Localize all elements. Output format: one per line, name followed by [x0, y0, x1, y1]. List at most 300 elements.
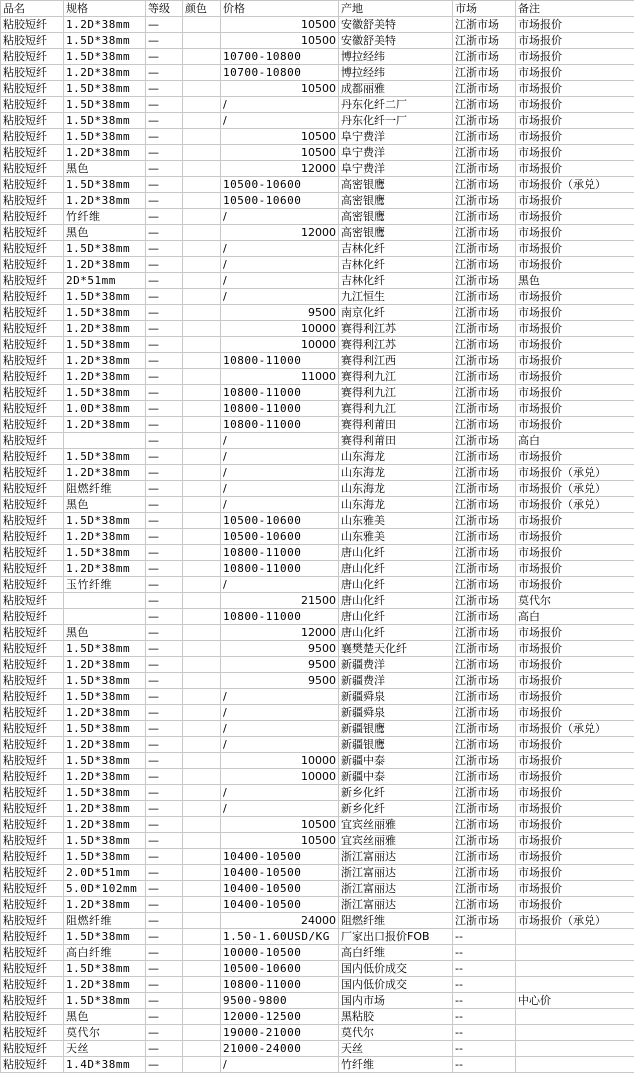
table-row	[1, 1009, 634, 1025]
cell-origin: 新疆中泰	[339, 769, 453, 785]
cell-grade: —	[146, 353, 183, 369]
table-row	[1, 289, 634, 305]
cell-origin: 南京化纤	[339, 305, 453, 321]
cell-product: 粘胶短纤	[1, 465, 64, 481]
cell-product: 粘胶短纤	[1, 321, 64, 337]
cell-market: --	[453, 929, 516, 945]
table-row	[1, 417, 634, 433]
cell-product: 粘胶短纤	[1, 1025, 64, 1041]
cell-origin: 浙江富丽达	[339, 865, 453, 881]
cell-price: 10700-10800	[221, 49, 339, 65]
table-row	[1, 145, 634, 161]
cell-color	[183, 33, 221, 49]
cell-spec: 1.5D*38mm	[64, 241, 146, 257]
cell-note: 市场报价	[516, 161, 634, 177]
cell-price: 10800-11000	[221, 545, 339, 561]
cell-origin: 宜宾丝丽雅	[339, 817, 453, 833]
cell-color	[183, 561, 221, 577]
cell-market: 江浙市场	[453, 209, 516, 225]
cell-product: 粘胶短纤	[1, 721, 64, 737]
table-row	[1, 737, 634, 753]
cell-price: 10400-10500	[221, 897, 339, 913]
cell-origin: 丹东化纤二厂	[339, 97, 453, 113]
table-row	[1, 801, 634, 817]
cell-price: 24000	[221, 913, 339, 929]
cell-color	[183, 945, 221, 961]
cell-price: 11000	[221, 369, 339, 385]
cell-color	[183, 49, 221, 65]
cell-grade: —	[146, 321, 183, 337]
cell-product: 粘胶短纤	[1, 17, 64, 33]
cell-product: 粘胶短纤	[1, 593, 64, 609]
cell-grade: —	[146, 641, 183, 657]
cell-note	[516, 961, 634, 977]
cell-origin: 丹东化纤一厂	[339, 113, 453, 129]
cell-product: 粘胶短纤	[1, 225, 64, 241]
cell-note: 市场报价	[516, 225, 634, 241]
cell-color	[183, 689, 221, 705]
cell-price: /	[221, 737, 339, 753]
cell-note: 市场报价	[516, 241, 634, 257]
cell-market: 江浙市场	[453, 273, 516, 289]
cell-price: 10700-10800	[221, 65, 339, 81]
cell-spec: 1.2D*38mm	[64, 321, 146, 337]
cell-product: 粘胶短纤	[1, 481, 64, 497]
cell-product: 粘胶短纤	[1, 81, 64, 97]
table-row	[1, 913, 634, 929]
cell-note: 市场报价	[516, 417, 634, 433]
table-row	[1, 177, 634, 193]
cell-product: 粘胶短纤	[1, 129, 64, 145]
cell-grade: —	[146, 177, 183, 193]
cell-origin: 吉林化纤	[339, 241, 453, 257]
cell-price: /	[221, 497, 339, 513]
cell-origin: 高密银鹰	[339, 193, 453, 209]
table-row	[1, 817, 634, 833]
table-row	[1, 673, 634, 689]
cell-product: 粘胶短纤	[1, 241, 64, 257]
cell-grade: —	[146, 369, 183, 385]
cell-market: 江浙市场	[453, 737, 516, 753]
cell-market: 江浙市场	[453, 385, 516, 401]
table-row	[1, 865, 634, 881]
cell-price: 10800-11000	[221, 385, 339, 401]
cell-spec: 1.2D*38mm	[64, 529, 146, 545]
cell-note: 市场报价	[516, 641, 634, 657]
cell-origin: 高密银鹰	[339, 209, 453, 225]
cell-market: 江浙市场	[453, 353, 516, 369]
cell-grade: —	[146, 1009, 183, 1025]
cell-color	[183, 625, 221, 641]
table-row	[1, 497, 634, 513]
table-row	[1, 1025, 634, 1041]
cell-note: 市场报价	[516, 657, 634, 673]
cell-note	[516, 1009, 634, 1025]
cell-color	[183, 785, 221, 801]
cell-spec: 1.5D*38mm	[64, 961, 146, 977]
cell-color	[183, 497, 221, 513]
cell-grade: —	[146, 897, 183, 913]
cell-product: 粘胶短纤	[1, 865, 64, 881]
cell-note: 市场报价	[516, 401, 634, 417]
cell-color	[183, 529, 221, 545]
cell-product: 粘胶短纤	[1, 833, 64, 849]
cell-color	[183, 753, 221, 769]
cell-spec: 高白纤维	[64, 945, 146, 961]
cell-market: 江浙市场	[453, 241, 516, 257]
table-row	[1, 305, 634, 321]
cell-spec: 1.2D*38mm	[64, 257, 146, 273]
cell-note: 市场报价	[516, 289, 634, 305]
cell-color	[183, 209, 221, 225]
cell-origin: 安徽舒美特	[339, 17, 453, 33]
cell-origin: 襄樊楚天化纤	[339, 641, 453, 657]
cell-color	[183, 113, 221, 129]
table-row	[1, 513, 634, 529]
cell-note	[516, 1025, 634, 1041]
cell-product: 粘胶短纤	[1, 545, 64, 561]
cell-origin: 九江恒生	[339, 289, 453, 305]
cell-price: /	[221, 289, 339, 305]
cell-price: 10000-10500	[221, 945, 339, 961]
cell-product: 粘胶短纤	[1, 561, 64, 577]
cell-note: 市场报价	[516, 145, 634, 161]
cell-spec: 黑色	[64, 497, 146, 513]
cell-price: /	[221, 113, 339, 129]
table-row	[1, 385, 634, 401]
cell-product: 粘胶短纤	[1, 209, 64, 225]
cell-market: 江浙市场	[453, 705, 516, 721]
cell-price: 9500	[221, 641, 339, 657]
cell-spec: 阻燃纤维	[64, 481, 146, 497]
table-row	[1, 929, 634, 945]
table-row	[1, 353, 634, 369]
cell-market: 江浙市场	[453, 689, 516, 705]
cell-grade: —	[146, 817, 183, 833]
cell-note: 中心价	[516, 993, 634, 1009]
cell-market: 江浙市场	[453, 529, 516, 545]
cell-spec: 1.2D*38mm	[64, 561, 146, 577]
cell-product: 粘胶短纤	[1, 529, 64, 545]
cell-note: 市场报价	[516, 209, 634, 225]
cell-market: 江浙市场	[453, 161, 516, 177]
cell-product: 粘胶短纤	[1, 1009, 64, 1025]
cell-grade: —	[146, 529, 183, 545]
cell-market: 江浙市场	[453, 321, 516, 337]
cell-origin: 赛得利江苏	[339, 321, 453, 337]
cell-note	[516, 945, 634, 961]
cell-market: 江浙市场	[453, 833, 516, 849]
cell-color	[183, 337, 221, 353]
cell-product: 粘胶短纤	[1, 881, 64, 897]
cell-price: 10800-11000	[221, 609, 339, 625]
cell-market: 江浙市场	[453, 289, 516, 305]
cell-product: 粘胶短纤	[1, 609, 64, 625]
table-row	[1, 641, 634, 657]
cell-market: 江浙市场	[453, 593, 516, 609]
cell-price: /	[221, 705, 339, 721]
cell-color	[183, 929, 221, 945]
cell-spec: 1.5D*38mm	[64, 993, 146, 1009]
cell-note: 市场报价（承兑）	[516, 497, 634, 513]
cell-origin: 赛得利九江	[339, 401, 453, 417]
cell-grade: —	[146, 673, 183, 689]
cell-note: 莫代尔	[516, 593, 634, 609]
cell-spec: 1.2D*38mm	[64, 145, 146, 161]
cell-market: 江浙市场	[453, 785, 516, 801]
cell-grade: —	[146, 561, 183, 577]
header-cell-origin: 产地	[339, 1, 453, 17]
header-cell-color: 颜色	[183, 1, 221, 17]
cell-market: 江浙市场	[453, 417, 516, 433]
cell-note: 市场报价（承兑）	[516, 481, 634, 497]
cell-grade: —	[146, 49, 183, 65]
cell-color	[183, 305, 221, 321]
cell-price: 10400-10500	[221, 881, 339, 897]
table-row	[1, 1041, 634, 1057]
cell-color	[183, 81, 221, 97]
cell-origin: 唐山化纤	[339, 593, 453, 609]
cell-spec: 1.5D*38mm	[64, 337, 146, 353]
cell-note: 市场报价	[516, 49, 634, 65]
cell-color	[183, 641, 221, 657]
cell-grade: —	[146, 81, 183, 97]
cell-color	[183, 321, 221, 337]
cell-grade: —	[146, 161, 183, 177]
cell-product: 粘胶短纤	[1, 161, 64, 177]
cell-product: 粘胶短纤	[1, 769, 64, 785]
cell-product: 粘胶短纤	[1, 753, 64, 769]
cell-note	[516, 977, 634, 993]
cell-spec: 1.5D*38mm	[64, 929, 146, 945]
cell-market: 江浙市场	[453, 225, 516, 241]
cell-origin: 浙江富丽达	[339, 897, 453, 913]
cell-market: 江浙市场	[453, 449, 516, 465]
cell-origin: 新疆舜泉	[339, 705, 453, 721]
cell-origin: 宜宾丝丽雅	[339, 833, 453, 849]
table-row	[1, 97, 634, 113]
cell-color	[183, 769, 221, 785]
cell-origin: 阜宁费洋	[339, 129, 453, 145]
cell-price: /	[221, 1057, 339, 1073]
cell-price: 10000	[221, 769, 339, 785]
cell-price: 19000-21000	[221, 1025, 339, 1041]
cell-note: 市场报价	[516, 833, 634, 849]
cell-market: 江浙市场	[453, 113, 516, 129]
cell-spec: 1.5D*38mm	[64, 129, 146, 145]
cell-note: 高白	[516, 433, 634, 449]
cell-price: /	[221, 209, 339, 225]
cell-color	[183, 97, 221, 113]
cell-market: 江浙市场	[453, 81, 516, 97]
cell-note: 市场报价	[516, 769, 634, 785]
header-row	[1, 1, 634, 17]
cell-note: 市场报价	[516, 81, 634, 97]
cell-origin: 国内低价成交	[339, 977, 453, 993]
cell-note: 高白	[516, 609, 634, 625]
table-row	[1, 977, 634, 993]
cell-note: 市场报价	[516, 129, 634, 145]
cell-note: 市场报价	[516, 881, 634, 897]
cell-origin: 博拉经纬	[339, 65, 453, 81]
cell-spec: 1.5D*38mm	[64, 785, 146, 801]
cell-product: 粘胶短纤	[1, 817, 64, 833]
cell-grade: —	[146, 913, 183, 929]
cell-spec: 1.2D*38mm	[64, 193, 146, 209]
cell-price: /	[221, 433, 339, 449]
cell-market: 江浙市场	[453, 673, 516, 689]
cell-market: 江浙市场	[453, 865, 516, 881]
cell-color	[183, 545, 221, 561]
cell-spec	[64, 593, 146, 609]
cell-origin: 山东海龙	[339, 465, 453, 481]
cell-note: 市场报价	[516, 785, 634, 801]
cell-price: 12000	[221, 225, 339, 241]
cell-spec: 1.2D*38mm	[64, 737, 146, 753]
table-row	[1, 593, 634, 609]
cell-price: 21000-24000	[221, 1041, 339, 1057]
cell-note: 市场报价	[516, 801, 634, 817]
table-row	[1, 161, 634, 177]
cell-product: 粘胶短纤	[1, 689, 64, 705]
cell-spec: 1.5D*38mm	[64, 689, 146, 705]
cell-spec	[64, 609, 146, 625]
cell-color	[183, 577, 221, 593]
cell-grade: —	[146, 33, 183, 49]
cell-color	[183, 657, 221, 673]
cell-market: 江浙市场	[453, 913, 516, 929]
cell-price: 10800-11000	[221, 353, 339, 369]
cell-market: 江浙市场	[453, 657, 516, 673]
cell-price: /	[221, 449, 339, 465]
table-row	[1, 209, 634, 225]
table-row	[1, 129, 634, 145]
cell-price: 21500	[221, 593, 339, 609]
table-row	[1, 449, 634, 465]
cell-note: 市场报价	[516, 17, 634, 33]
cell-product: 粘胶短纤	[1, 1057, 64, 1073]
cell-price: 10500	[221, 129, 339, 145]
cell-spec: 1.2D*38mm	[64, 769, 146, 785]
cell-grade: —	[146, 929, 183, 945]
cell-note: 市场报价	[516, 257, 634, 273]
cell-product: 粘胶短纤	[1, 657, 64, 673]
cell-spec: 黑色	[64, 225, 146, 241]
cell-market: 江浙市场	[453, 337, 516, 353]
cell-color	[183, 273, 221, 289]
cell-grade: —	[146, 225, 183, 241]
cell-origin: 天丝	[339, 1041, 453, 1057]
cell-origin: 浙江富丽达	[339, 881, 453, 897]
cell-grade: —	[146, 833, 183, 849]
cell-spec: 1.2D*38mm	[64, 465, 146, 481]
cell-origin: 山东海龙	[339, 497, 453, 513]
table-row	[1, 545, 634, 561]
table-row	[1, 785, 634, 801]
cell-origin: 新乡化纤	[339, 801, 453, 817]
cell-market: 江浙市场	[453, 497, 516, 513]
cell-price: 12000	[221, 625, 339, 641]
cell-spec: 1.2D*38mm	[64, 353, 146, 369]
cell-market: --	[453, 961, 516, 977]
cell-market: 江浙市场	[453, 369, 516, 385]
cell-grade: —	[146, 881, 183, 897]
cell-price: 10800-11000	[221, 561, 339, 577]
cell-color	[183, 433, 221, 449]
cell-origin: 国内低价成交	[339, 961, 453, 977]
cell-spec: 黑色	[64, 161, 146, 177]
cell-grade: —	[146, 113, 183, 129]
cell-note: 市场报价	[516, 737, 634, 753]
cell-product: 粘胶短纤	[1, 737, 64, 753]
cell-spec: 1.2D*38mm	[64, 977, 146, 993]
cell-grade: —	[146, 993, 183, 1009]
cell-note: 市场报价	[516, 193, 634, 209]
cell-price: /	[221, 241, 339, 257]
cell-market: 江浙市场	[453, 193, 516, 209]
cell-product: 粘胶短纤	[1, 577, 64, 593]
cell-product: 粘胶短纤	[1, 945, 64, 961]
table-row	[1, 705, 634, 721]
table-row	[1, 49, 634, 65]
cell-market: --	[453, 945, 516, 961]
table-row	[1, 609, 634, 625]
cell-origin: 浙江富丽达	[339, 849, 453, 865]
cell-market: 江浙市场	[453, 897, 516, 913]
cell-note: 市场报价	[516, 625, 634, 641]
cell-color	[183, 705, 221, 721]
cell-spec: 阻燃纤维	[64, 913, 146, 929]
cell-note	[516, 1041, 634, 1057]
cell-spec: 1.2D*38mm	[64, 801, 146, 817]
cell-product: 粘胶短纤	[1, 705, 64, 721]
cell-product: 粘胶短纤	[1, 913, 64, 929]
cell-origin: 新疆费洋	[339, 657, 453, 673]
cell-product: 粘胶短纤	[1, 449, 64, 465]
cell-grade: —	[146, 257, 183, 273]
table-row	[1, 961, 634, 977]
cell-color	[183, 913, 221, 929]
cell-product: 粘胶短纤	[1, 33, 64, 49]
cell-spec: 1.2D*38mm	[64, 65, 146, 81]
cell-color	[183, 225, 221, 241]
table-row	[1, 65, 634, 81]
cell-note: 市场报价	[516, 449, 634, 465]
table-row	[1, 337, 634, 353]
cell-market: 江浙市场	[453, 545, 516, 561]
cell-spec: 1.5D*38mm	[64, 33, 146, 49]
cell-origin: 唐山化纤	[339, 561, 453, 577]
cell-spec: 1.5D*38mm	[64, 49, 146, 65]
cell-color	[183, 801, 221, 817]
cell-market: 江浙市场	[453, 465, 516, 481]
cell-origin: 成都丽雅	[339, 81, 453, 97]
cell-color	[183, 193, 221, 209]
cell-grade: —	[146, 945, 183, 961]
cell-price: /	[221, 257, 339, 273]
cell-grade: —	[146, 721, 183, 737]
header-cell-grade: 等级	[146, 1, 183, 17]
cell-price: 10400-10500	[221, 865, 339, 881]
cell-product: 粘胶短纤	[1, 497, 64, 513]
cell-spec: 1.5D*38mm	[64, 641, 146, 657]
cell-note: 市场报价	[516, 113, 634, 129]
cell-price: 10500-10600	[221, 177, 339, 193]
cell-market: 江浙市场	[453, 481, 516, 497]
cell-grade: —	[146, 705, 183, 721]
cell-market: 江浙市场	[453, 433, 516, 449]
cell-grade: —	[146, 337, 183, 353]
